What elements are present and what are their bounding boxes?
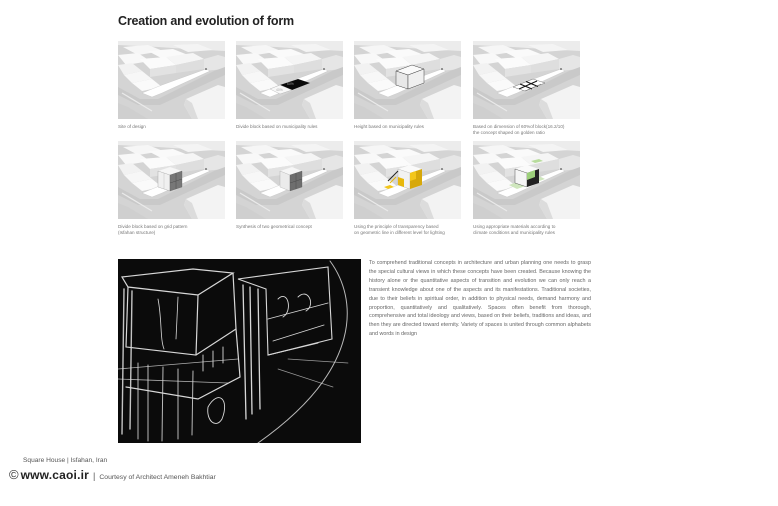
step-image-materials [473,141,580,219]
concept-sketch-image [118,259,361,443]
step-caption [236,124,351,130]
caption-line: Using the principle of transparency based [354,224,439,229]
project-credit: Square House | Isfahan, Iran [23,457,108,464]
step-image-grid-pattern [118,141,225,219]
step-caption [118,224,233,236]
copyright-icon: © [9,467,19,482]
step-image-site-of-design [118,41,225,119]
step-image-golden-ratio [473,41,580,119]
separator: | [93,471,96,481]
step-caption [118,124,233,130]
caption-line: on geometric line in different level for lighting [354,230,445,235]
step-image-height [354,41,461,119]
caption-line: Site of design [118,124,146,129]
caption-line: Divide block based on grid pattern [118,224,188,229]
step-image-transparency [354,141,461,219]
website-credit [9,467,216,482]
step-image-synthesis [236,141,343,219]
description-paragraph: To comprehend traditional concepts in architecture and urban planning one needs to grasp the special cultural views in which these concepts have been created. Because knowing the history alone or the quantitative aspects of transition and evolution we can only reach a transient knowledge about one of the aspects and its manifestations. Traditional societies, due to their beliefs in spiritual order, in addition to physical needs, demand harmony and proportion, quantitatively and qualitatively. Spaces often benefit from thorough, comprehensive and total ideology and views, based on their beliefs, traditions and ideas, and then they are directed toward eternity. Variety of spaces is united through common alphabets and words in design [369,260,591,338]
website-link[interactable]: www.caoi.ir [20,468,90,482]
step-image-divide-block [236,41,343,119]
label-60-percent: 60% [287,82,294,86]
caption-line: Height based on municipality rules [354,124,424,129]
step-caption [473,224,588,236]
courtesy-text: Courtesy of Architect Ameneh Bakhtiar [99,474,216,481]
caption-line: Using appropriate materials according to [473,224,556,229]
label-40-percent: 40% [276,88,283,92]
caption-line: Divide block based on municipality rules [236,124,318,129]
step-caption [354,124,469,130]
step-caption [473,124,588,136]
step-caption [236,224,351,230]
caption-line: (Isfahan structure) [118,230,156,235]
step-caption [354,224,469,236]
caption-line: the concept shaped on golden ratio [473,130,545,135]
caption-line: climate conditions and municipality rules [473,230,555,235]
caption-line: Based on dimension of 60%of block(16.2/10) [473,124,565,129]
page-title: Creation and evolution of form [118,14,294,28]
caption-line: Synthesis of two geometrical concept [236,224,312,229]
